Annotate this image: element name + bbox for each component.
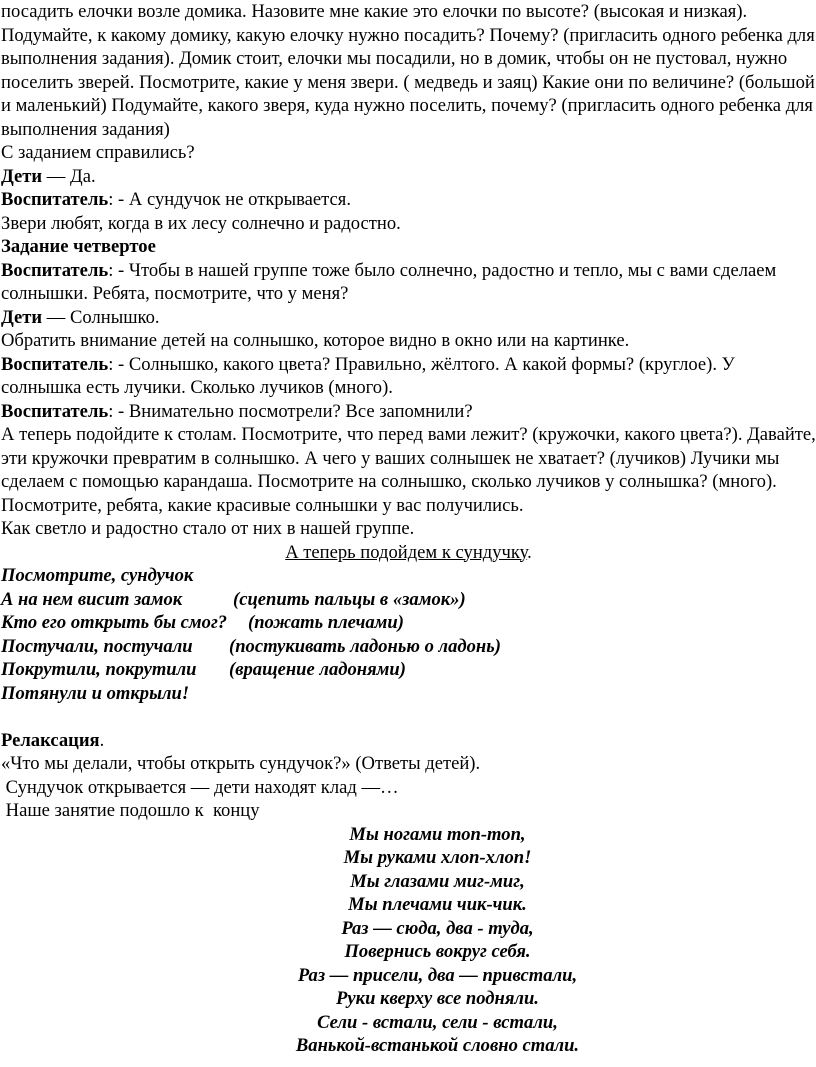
question-done: С заданием справились? (1, 142, 195, 163)
task-four-heading: Задание четвертое (1, 236, 156, 257)
rhyme-line: Постучали, постучали (постукивать ладонью о ладонь) (1, 635, 501, 657)
children-answer-yes (1, 165, 816, 189)
teacher-sun-color (1, 353, 816, 400)
rhyme-action: (сцепить пальцы в «замок») (233, 588, 466, 610)
speaker-teacher: Воспитатель (1, 400, 109, 422)
speaker-teacher: Воспитатель (1, 259, 109, 281)
rhyme-line: А на нем висит замок (сцепить пальцы в «замок») (1, 588, 466, 610)
verse-line: Ванькой-встанькой словно стали. (295, 1035, 580, 1056)
teacher-look-attentively (1, 400, 816, 424)
rhyme-line: Потянули и открыли! (1, 682, 190, 704)
bright-group-line: Как светло и радостно стало от них в нашей группе. (1, 518, 415, 539)
teacher-text: : - Чтобы в нашей группе тоже было солнечно, радостно и тепло, мы с вами сделаем солнышки. Ребята, посмотрите, что у меня? (1, 259, 777, 304)
verse-line: Мы ногами топ-топ, (349, 823, 526, 845)
rhyme-action: (пожать плечами) (248, 612, 404, 633)
speaker-teacher: Воспитатель (1, 189, 109, 210)
rhyme-line: Кто его открыть бы смог? (пожать плечами) (1, 612, 404, 633)
chest-rhyme (1, 564, 816, 705)
attention-sun-line: Обратить внимание детей на солнышко, которое видно в окно или на картинке. (1, 330, 630, 351)
teacher-sun-intro (1, 259, 816, 306)
beautiful-suns-line: Посмотрите, ребята, какие красивые солнышки у вас получились. (1, 494, 524, 516)
spacer (1, 705, 816, 729)
relaxation-heading-line: Релаксация. (1, 729, 105, 751)
movement-verse (1, 823, 816, 1058)
rhyme-action: (вращение ладонями) (229, 659, 406, 680)
teacher-text: : - Солнышко, какого цвета? Правильно, жёлтого. А какой формы? (круглое). У солнышка есть лучики. Сколько лучиков (много). (1, 353, 735, 398)
verse-line: Повернись вокруг себя. (344, 941, 531, 962)
speaker-teacher: Воспитатель (1, 353, 109, 375)
rhyme-action: (постукивать ладонью о ладонь) (229, 635, 501, 657)
children-answer-sun (1, 306, 816, 330)
verse-line: Сели - встали, сели - встали, (317, 1011, 558, 1033)
verse-line: Руки кверху все подняли. (336, 988, 539, 1009)
answer-text: — Солнышко. (42, 306, 160, 328)
teacher-text: : - А сундучок не открывается. (108, 189, 351, 210)
verse-line: Мы руками хлоп-хлоп! (343, 847, 532, 868)
verse-line: Мы плечами чик-чик. (348, 894, 527, 915)
verse-line: Раз — сюда, два - туда, (341, 917, 534, 939)
speaker-children: Дети (1, 306, 43, 328)
answer-text: — Да. (42, 165, 96, 187)
chest-opens-line: Сундучок открывается — дети находят клад —… (1, 776, 399, 798)
rhyme-line: Посмотрите, сундучок (1, 565, 194, 586)
relaxation-heading: Релаксация (1, 729, 100, 751)
teacher-chest-closed (1, 188, 816, 212)
what-did-we-do-line: «Что мы делали, чтобы открыть сундучок?» (Ответы детей). (1, 753, 481, 774)
lesson-end-line: Наше занятие подошло к концу (1, 800, 260, 821)
teacher-text: : - Внимательно посмотрели? Все запомнили? (108, 400, 473, 422)
verse-line: Раз — присели, два — привстали, (297, 964, 578, 986)
intro-paragraph: посадить елочки возле домика. Назовите мне какие это елочки по высоте? (высокая и низкая). Подумайте, к какому домику, какую елочку нужно посадить? Почему? (пригласить одного ребенка для выполнения задания). Домик стоит, елочки мы посадили, но в домик, чтобы он не пустовал, нужно поселить зверей. Посмотрите, какие у меня звери. ( медведь и заяц) Какие они по величине? (большой и маленький) Подумайте, какого зверя, куда нужно поселить, почему? (пригласить одного ребенка для выполнения задания) (1, 1, 815, 140)
go-to-chest-text: А теперь подойдем к сундучку (285, 541, 528, 563)
animals-love-line: Звери любят, когда в их лесу солнечно и радостно. (1, 212, 401, 234)
verse-line: Мы глазами миг-миг, (350, 870, 525, 892)
tables-paragraph: А теперь подойдите к столам. Посмотрите, что перед вами лежит? (кружочки, какого цвета?). Давайте, эти кружочки превратим в солнышко. А чего у ваших солнышек не хватает? (лучиков) Лучики мы сделаем с помощью карандаша. Посмотрите на солнышко, сколько лучиков у солнышка? (много). (1, 424, 816, 492)
go-to-chest-line: А теперь подойдем к сундучку. (285, 541, 532, 563)
rhyme-line: Покрутили, покрутили (вращение ладонями) (1, 659, 406, 680)
speaker-children: Дети (1, 165, 43, 187)
